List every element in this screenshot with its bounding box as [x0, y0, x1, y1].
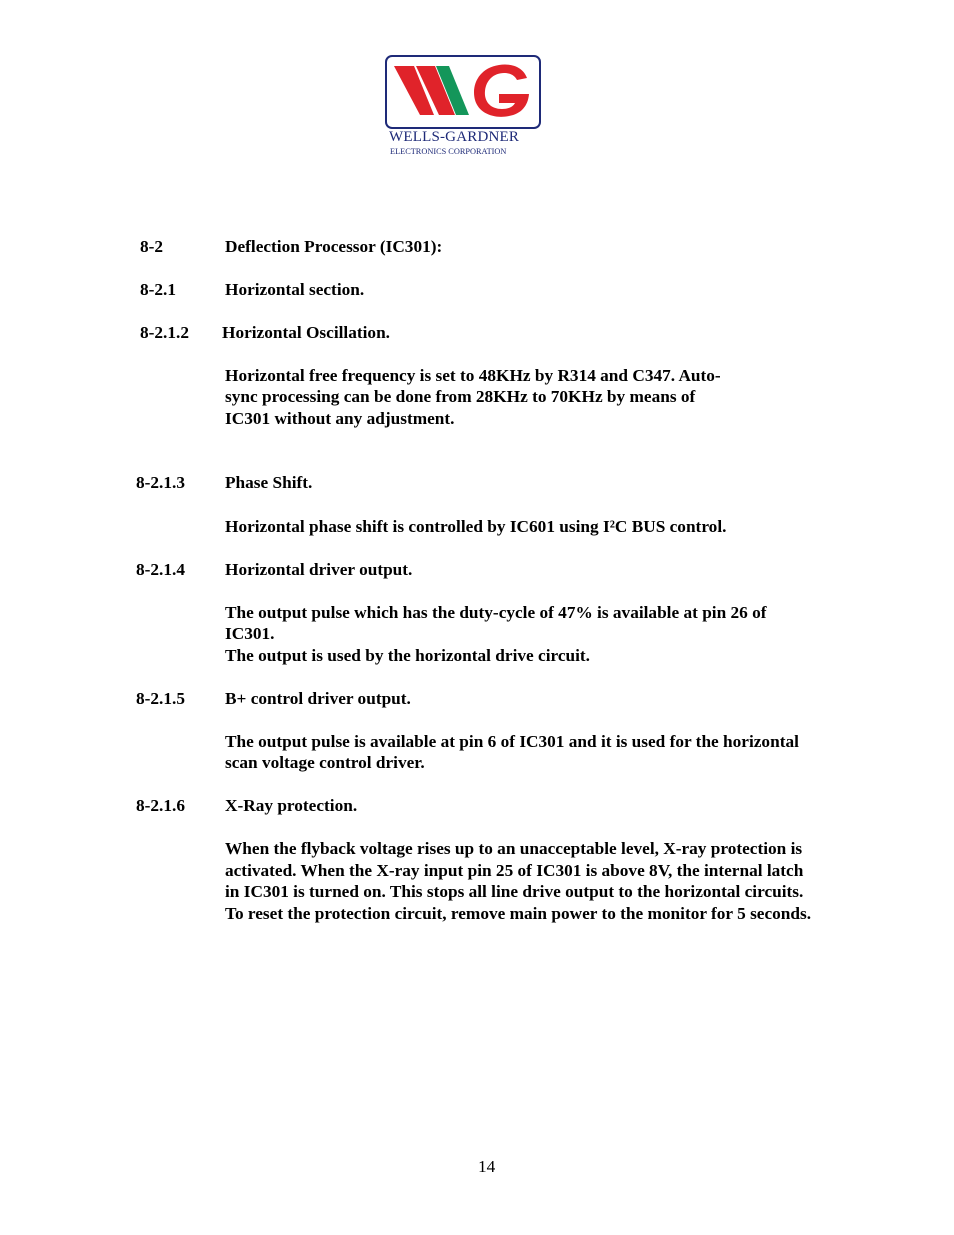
paragraph-line: Horizontal free frequency is set to 48KHz by R314 and C347. Auto-	[225, 366, 721, 385]
page-number: 14	[478, 1157, 496, 1176]
paragraph-line: IC301.	[225, 624, 275, 643]
paragraph-line: activated. When the X-ray input pin 25 of IC301 is above 8V, the internal latch	[225, 861, 804, 880]
paragraph-line: sync processing can be done from 28KHz to 70KHz by means of	[225, 387, 696, 406]
paragraph-line: Horizontal phase shift is controlled by IC601 using I²C BUS control.	[225, 517, 727, 536]
paragraph-line: When the flyback voltage rises up to an unacceptable level, X-ray protection is	[225, 839, 803, 858]
paragraph-line: in IC301 is turned on. This stops all line drive output to the horizontal circuits.	[225, 882, 804, 901]
section-title: B+ control driver output.	[225, 689, 411, 708]
section-title: X-Ray protection.	[225, 796, 358, 815]
logo-company-name: WELLS-GARDNER	[389, 129, 520, 145]
section-number: 8-2.1.4	[136, 560, 185, 579]
section-number: 8-2.1.6	[136, 796, 185, 815]
section-title: Phase Shift.	[225, 473, 313, 492]
logo-company-subtitle: ELECTRONICS CORPORATION	[390, 147, 507, 156]
company-logo	[385, 55, 541, 159]
section-number: 8-2.1	[140, 280, 176, 299]
paragraph-line: To reset the protection circuit, remove main power to the monitor for 5 seconds.	[225, 904, 812, 923]
paragraph-line: IC301 without any adjustment.	[225, 409, 455, 428]
section-title: Horizontal Oscillation.	[222, 323, 391, 342]
section-title: Horizontal driver output.	[225, 560, 413, 579]
section-title: Horizontal section.	[225, 280, 365, 299]
paragraph-line: scan voltage control driver.	[225, 753, 425, 772]
section-number: 8-2.1.3	[136, 473, 185, 492]
section-title: Deflection Processor (IC301):	[225, 237, 443, 256]
paragraph-line: The output is used by the horizontal drive circuit.	[225, 646, 591, 665]
section-number: 8-2	[140, 237, 164, 256]
logo-emblem	[385, 55, 541, 129]
section-number: 8-2.1.5	[136, 689, 185, 708]
section-number: 8-2.1.2	[140, 323, 189, 342]
paragraph-line: The output pulse which has the duty-cycle of 47% is available at pin 26 of	[225, 603, 767, 622]
wg-logo-icon	[387, 57, 539, 127]
paragraph-line: The output pulse is available at pin 6 of IC301 and it is used for the horizontal	[225, 732, 799, 751]
